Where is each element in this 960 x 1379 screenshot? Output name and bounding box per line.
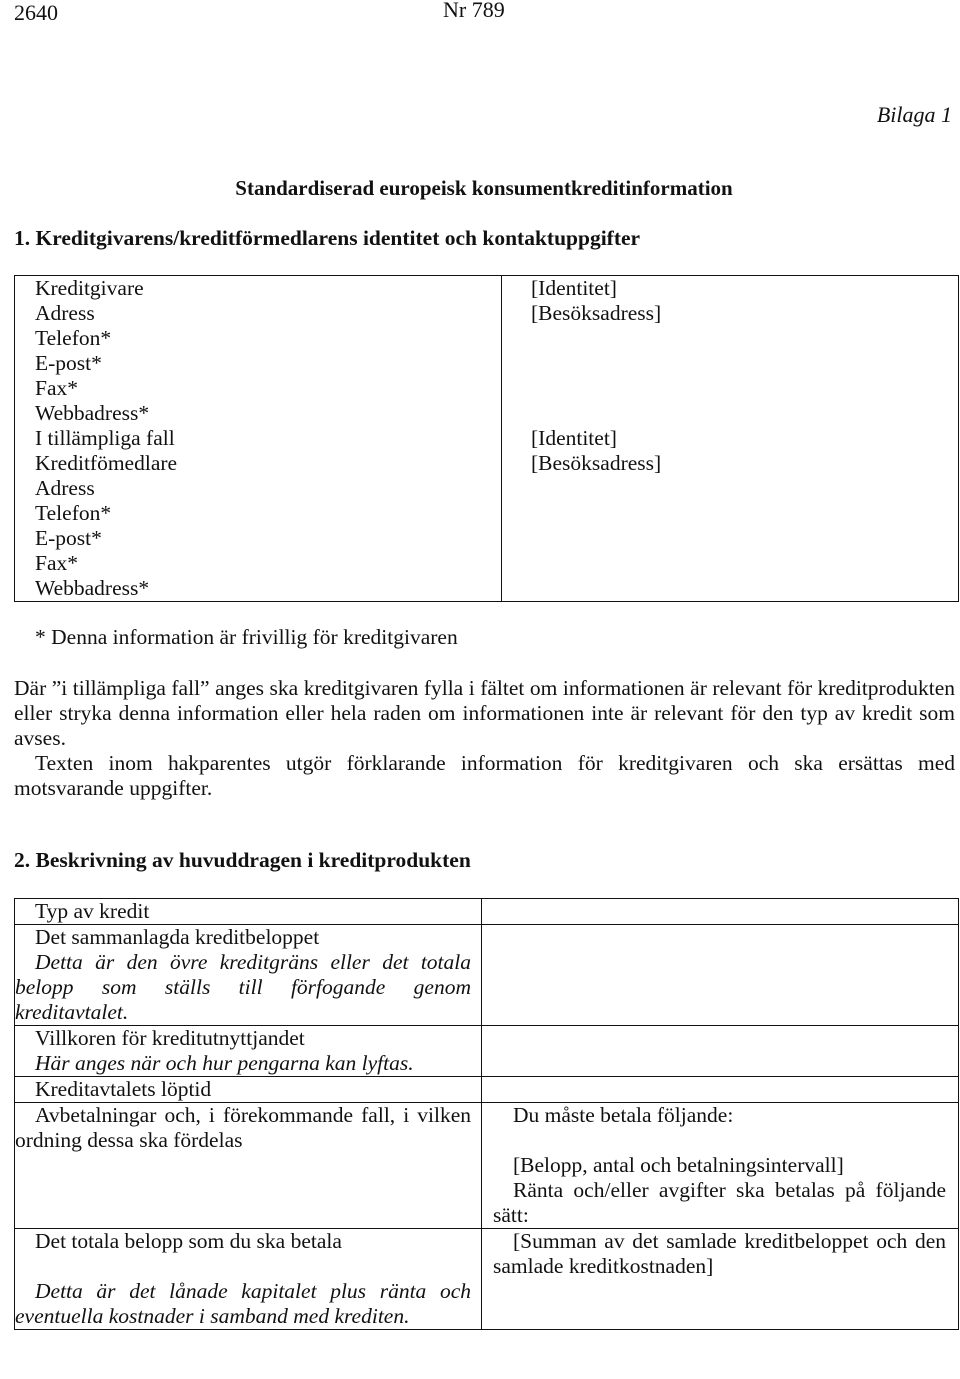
row-total-label-cell [15,1229,482,1330]
label-telefon-2: Telefon* [35,501,112,525]
label-adress: Adress [35,301,95,325]
issue-number: Nr 789 [443,0,505,22]
row-total-note: Detta är det lånade kapitalet plus ränta och eventuella kostnader i samband med krediten. [15,1279,471,1328]
label-fax-2: Fax* [35,551,78,575]
row-duration-value-cell [482,1077,959,1103]
row-instalments-label: Avbetalningar och, i förekommande fall, i vilken ordning dessa ska fördelas [15,1103,471,1152]
document-title: Standardiserad europeisk konsumentkreditinformation [235,176,733,200]
paragraph-brackets [14,751,955,801]
value-besoksadress-2: [Besöksadress] [531,451,662,475]
row-type-value-cell [482,899,959,925]
row-instalments-label-cell [15,1103,482,1229]
row-conditions-value-cell [482,1026,959,1077]
label-adress-2: Adress [35,476,95,500]
section-1-heading: 1. Kreditgivarens/kreditförmedlarens identitet och kontaktuppgifter [14,226,641,250]
identity-values-cell [502,276,959,602]
annex-label: Bilaga 1 [876,102,952,127]
row-conditions-note: Här anges när och hur pengarna kan lyftas. [35,1051,414,1075]
row-instalments-value-cell [482,1103,959,1229]
label-fax: Fax* [35,376,78,400]
value-identitet: [Identitet] [531,276,617,300]
row-duration-label-cell [15,1077,482,1103]
paragraph-brackets-text: Texten inom hakparentes utgör förklarande information för kreditgivaren och ska ersättas med motsvarande uppgifter. [14,751,955,800]
page-number: 2640 [14,0,58,25]
label-webbadress-2: Webbadress* [35,576,150,600]
row-instalments-value-3: Ränta och/eller avgifter ska betalas på följande sätt: [493,1178,946,1227]
value-identitet-2: [Identitet] [531,426,617,450]
row-amount-note: Detta är den övre kreditgräns eller det totala belopp som ställs till förfogande genom kreditavtalet. [15,950,471,1024]
label-epost: E-post* [35,351,102,375]
row-instalments-value-1: Du måste betala följande: [513,1103,734,1127]
value-besoksadress: [Besöksadress] [531,301,662,325]
identity-table [14,275,959,602]
label-kreditformedlare: Kreditfömedlare [35,451,178,475]
label-epost-2: E-post* [35,526,102,550]
row-amount-label-cell [15,925,482,1026]
label-telefon: Telefon* [35,326,112,350]
row-amount-value-cell [482,925,959,1026]
section-2-heading: 2. Beskrivning av huvuddragen i kreditprodukten [14,848,471,872]
row-total-label: Det totala belopp som du ska betala [35,1229,342,1253]
row-type-label-cell [15,899,482,925]
label-webbadress: Webbadress* [35,401,150,425]
row-duration-label: Kreditavtalets löptid [35,1077,212,1101]
row-conditions-label-cell [15,1026,482,1077]
label-i-tillampliga-fall: I tillämpliga fall [35,426,175,450]
row-instalments-value-2: [Belopp, antal och betalningsintervall] [513,1153,844,1177]
row-type-label: Typ av kredit [35,899,150,923]
label-kreditgivare: Kreditgivare [35,276,144,300]
row-conditions-label: Villkoren för kreditutnyttjandet [35,1026,305,1050]
credit-features-table [14,898,959,1330]
paragraph-instructions: Där ”i tillämpliga fall” anges ska kreditgivaren fylla i fältet om informationen är relevant för kreditprodukten eller stryka denna information eller hela raden om informationen inte är relevant för den typ av kredit som avses. [14,676,955,750]
row-total-value-cell [482,1229,959,1330]
footnote: * Denna information är frivillig för kreditgivaren [35,625,458,649]
row-total-value: [Summan av det samlade kreditbeloppet och den samlade kreditkostnaden] [493,1229,946,1278]
identity-labels-cell [15,276,502,602]
row-amount-label: Det sammanlagda kreditbeloppet [35,925,320,949]
